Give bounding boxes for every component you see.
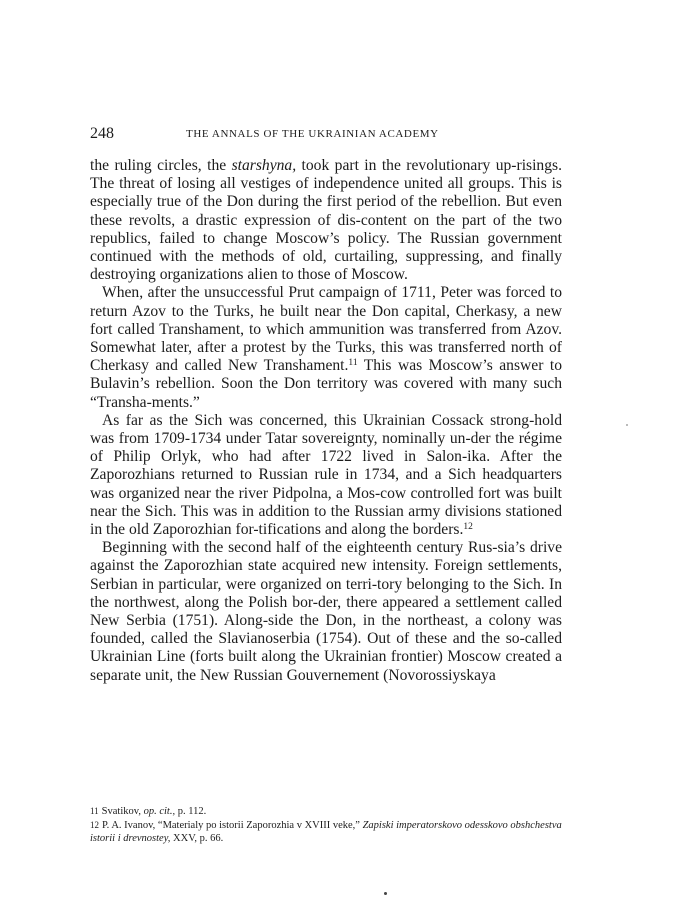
footnote-12-italic: Zapiski imperatorskovo odesskovo obshchestva istorii i drevnostey,: [90, 819, 562, 844]
footnote-12-text-b: XXV, p. 66.: [170, 833, 224, 844]
paragraph-3: [90, 412, 562, 539]
margin-speck: [626, 424, 628, 426]
paragraph-1-text-b: took part in the revolutionary up-risings. The threat of losing all vestiges of independence united all groups. This is especially true of the Don during the first period of the rebellion. But even these revolts, a drastic expression of dis-content on the part of the two republics, failed to change Moscow’s policy. The Russian government continued with the methods of old, curtailing, suppressing, and finally destroying organizations alien to those of Moscow.: [90, 157, 562, 284]
footnote-ref-12: 12: [463, 522, 473, 533]
footnote-12: [90, 819, 562, 846]
running-head: THE ANNALS OF THE UKRAINIAN ACADEMY: [186, 128, 439, 140]
paragraph-2-text-a: When, after the unsuccessful Prut campaign of 1711, Peter was forced to return Azov to the Turks, he built near the Don capital, Cherkasy, a new fort called Transhament, to which ammunition was transferred from Azov. Somewhat later, after a protest by the Turks, this was transferred north of Cherkasy and called New Transhament.: [90, 284, 562, 375]
footnote-11-text-b: p. 112.: [175, 806, 207, 817]
footnote-11-mark: 11: [90, 806, 99, 816]
paragraph-1: [90, 157, 562, 284]
page-header: [90, 125, 560, 147]
paragraph-4: [90, 539, 562, 685]
footnote-11: [90, 805, 562, 819]
footnote-11-italic: op. cit.,: [143, 806, 176, 817]
term-starshyna: starshyna,: [231, 157, 297, 174]
page-number: 248: [90, 125, 114, 142]
paragraph-2-text-b: This was Moscow’s answer to Bulavin’s rebellion. Soon the Don territory was covered with many such “Transha-ments.”: [90, 357, 562, 411]
footnote-ref-11: 11: [348, 358, 358, 369]
footnotes: [90, 805, 562, 846]
paragraph-4-text: Beginning with the second half of the eighteenth century Rus-sia’s drive against the Zaporozhian state acquired new intensity. Foreign settlements, Serbian in particular, were organized on terri-tory belonging to the Sich. In the northwest, along the Polish bor-der, there appeared a settlement called New Serbia (1751). Along-side the Don, in the northeast, a colony was founded, called the Slavianoserbia (1754). Out of these and the so-called Ukrainian Line (forts built along the Ukrainian frontier) Moscow created a separate unit, the New Russian Gouvernement (Novorossiyskaya: [90, 539, 562, 684]
footnote-12-mark: 12: [90, 819, 99, 830]
footnote-12-text-a: P. A. Ivanov, “Materialy po istorii Zaporozhia v XVIII veke,”: [102, 819, 363, 831]
paragraph-2: [90, 284, 562, 411]
footnote-11-text-a: Svatikov,: [101, 806, 144, 817]
body-text: [90, 157, 562, 685]
paragraph-3-text: As far as the Sich was concerned, this Ukrainian Cossack strong-hold was from 1709-1734 under Tatar sovereignty, nominally un-der the régime of Philip Orlyk, who had after 1722 lived in Salon-ika. After the Zaporozhians returned to Russian rule in 1734, and a Sich headquarters was organized near the river Pidpolna, a Mos-cow controlled fort was built near the Sich. This was in addition to the Russian army divisions stationed in the old Zaporozhian for-tifications and along the borders.: [90, 411, 562, 539]
bottom-mark: [384, 892, 387, 895]
paragraph-1-text-a: the ruling circles, the: [90, 157, 232, 174]
